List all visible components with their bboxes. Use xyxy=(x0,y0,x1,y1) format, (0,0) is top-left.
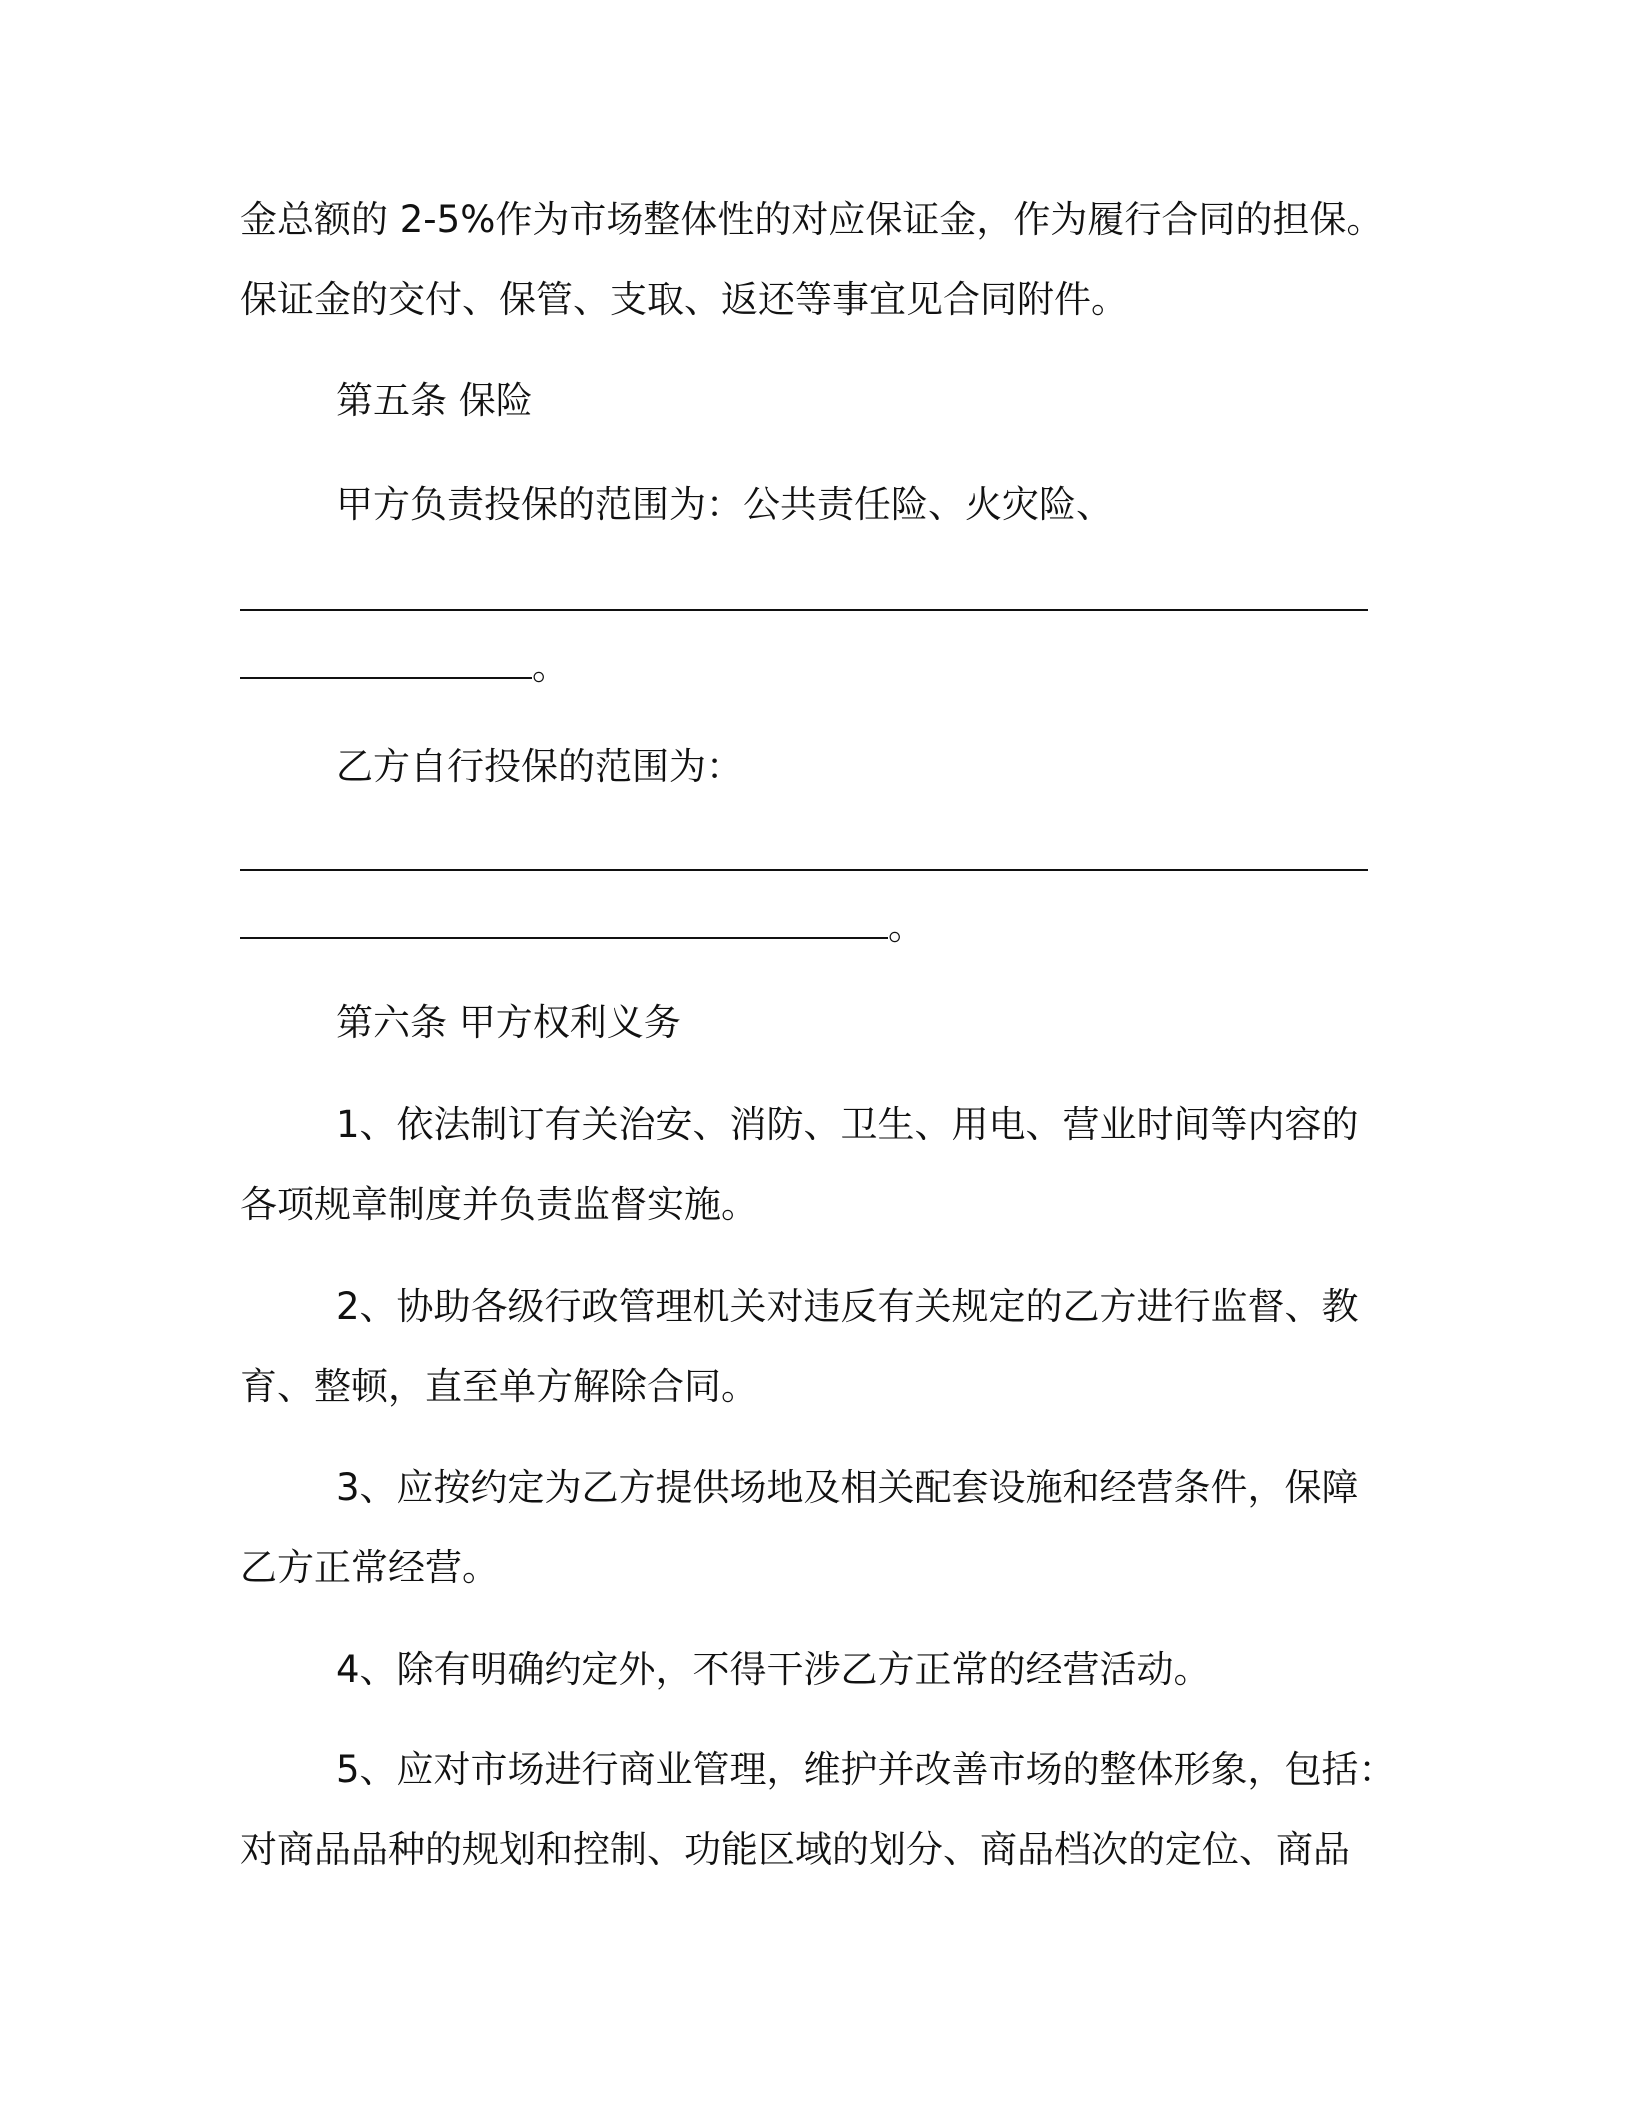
underline-rule xyxy=(240,647,532,679)
list-item-line: 对商品品种的规划和控制、功能区域的划分、商品档次的定位、商品 xyxy=(240,1828,1350,1871)
list-item-line: 4、除有明确约定外，不得干涉乙方正常的经营活动。 xyxy=(336,1648,1211,1691)
paragraph-line: 金总额的 2-5%作为市场整体性的对应保证金，作为履行合同的担保。 xyxy=(240,198,1384,241)
fill-in-blank-line xyxy=(240,575,1368,623)
list-item-line: 5、应对市场进行商业管理，维护并改善市场的整体形象，包括： xyxy=(336,1748,1396,1791)
list-item-line: 3、应按约定为乙方提供场地及相关配套设施和经营条件，保障 xyxy=(336,1466,1359,1509)
fill-in-blank-line xyxy=(240,643,569,691)
list-item-line: 1、依法制订有关治安、消防、卫生、用电、营业时间等内容的 xyxy=(336,1103,1359,1146)
blank-end-mark: 。 xyxy=(532,645,569,688)
paragraph-line: 保证金的交付、保管、支取、返还等事宜见合同附件。 xyxy=(240,278,1128,321)
fill-in-blank-line xyxy=(240,903,925,951)
underline-rule xyxy=(240,839,1368,871)
list-item-line: 2、协助各级行政管理机关对违反有关规定的乙方进行监督、教 xyxy=(336,1285,1359,1328)
section-heading: 第六条 甲方权利义务 xyxy=(336,1001,681,1044)
fill-in-blank-line xyxy=(240,835,1368,883)
section-heading: 第五条 保险 xyxy=(336,379,533,422)
list-item-line: 各项规章制度并负责监督实施。 xyxy=(240,1183,758,1226)
underline-rule xyxy=(240,579,1368,611)
paragraph-line: 甲方负责投保的范围为：公共责任险、火灾险、 xyxy=(336,483,1113,526)
underline-rule xyxy=(240,907,888,939)
list-item-line: 乙方正常经营。 xyxy=(240,1546,499,1589)
paragraph-line: 乙方自行投保的范围为： xyxy=(336,745,743,788)
blank-end-mark: 。 xyxy=(888,905,925,948)
list-item-line: 育、整顿，直至单方解除合同。 xyxy=(240,1365,758,1408)
